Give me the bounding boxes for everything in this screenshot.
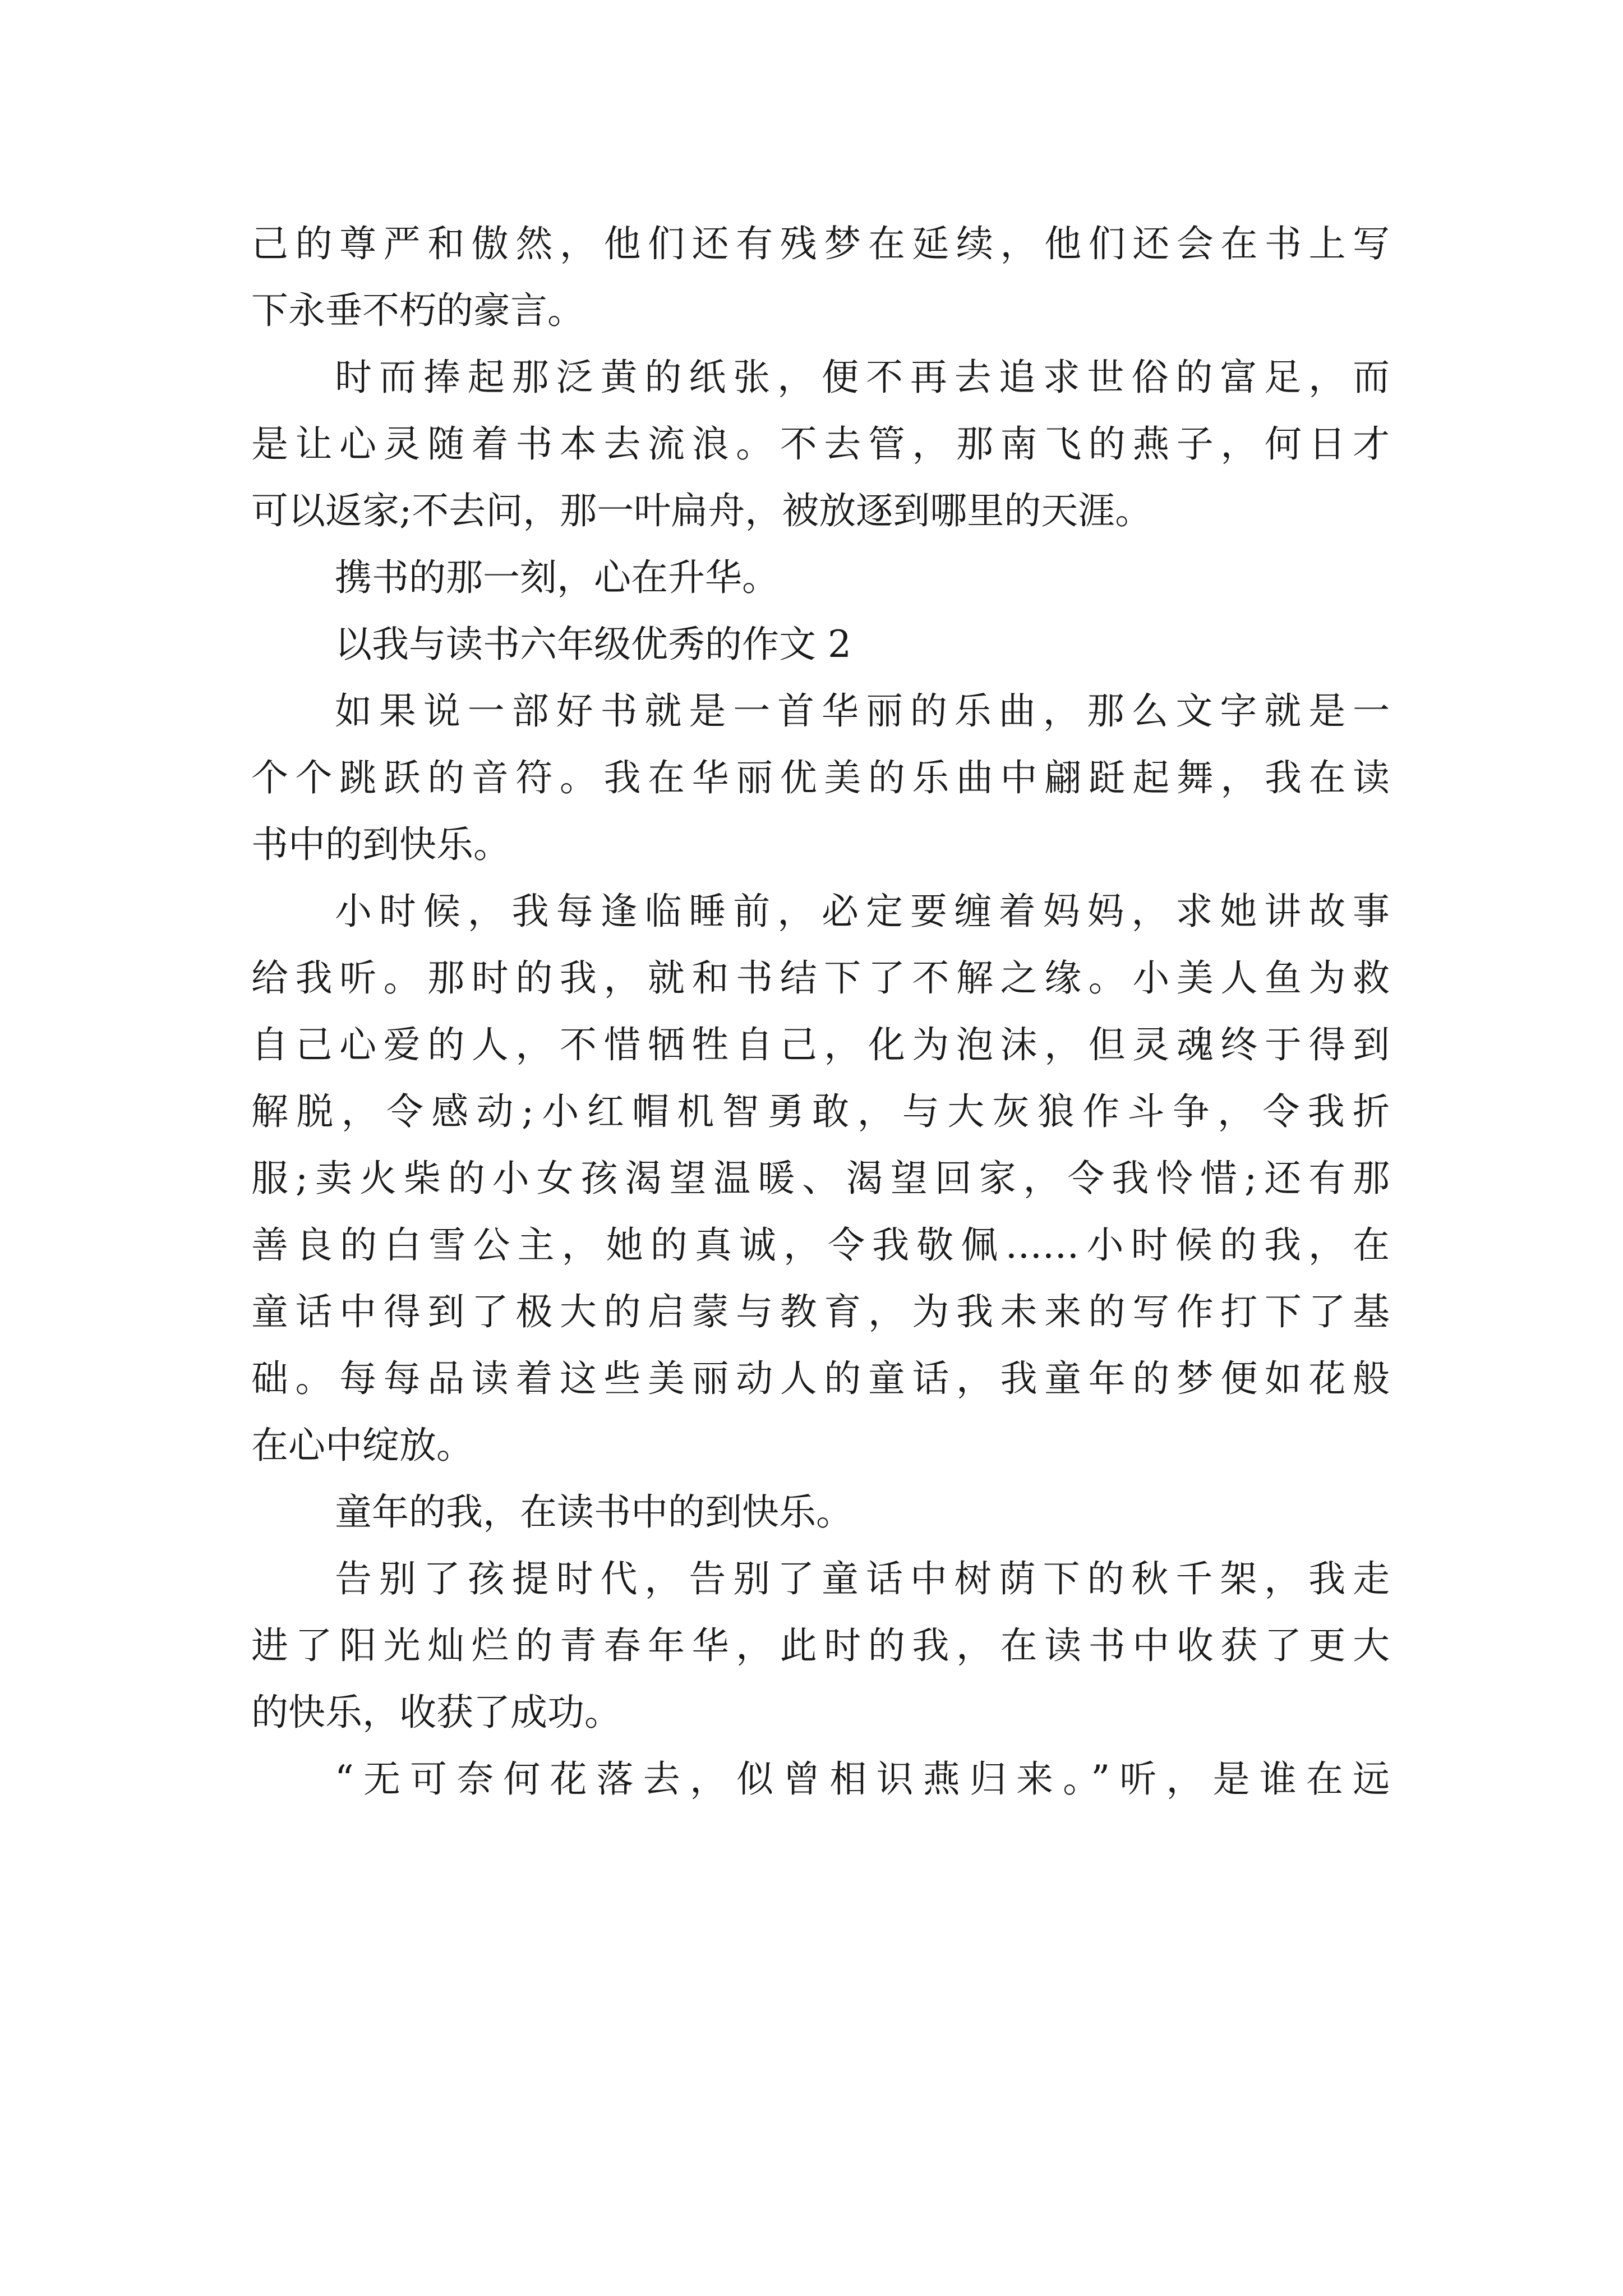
document-page [251,210,1390,1812]
text-line: 的快乐，收获了成功。 [251,1691,621,1734]
text-line: 个个跳跃的音符。我在华丽优美的乐曲中翩跹起舞，我在读 [251,756,1390,799]
paragraph-start-line: 童年的我，在读书中的到快乐。 [335,1490,853,1534]
text-line: 进了阳光灿烂的青春年华，此时的我，在读书中收获了更大 [251,1624,1390,1667]
paragraph-start-line: 小时候，我每逢临睡前，必定要缠着妈妈，求她讲故事 [335,890,1390,933]
text-line: 给我听。那时的我，就和书结下了不解之缘。小美人鱼为救 [251,956,1390,1000]
paragraph-start-line: 如果说一部好书就是一首华丽的乐曲，那么文字就是一 [335,689,1390,733]
text-line: 童话中得到了极大的启蒙与教育，为我未来的写作打下了基 [251,1290,1390,1333]
text-line: 础。每每品读着这些美丽动人的童话，我童年的梦便如花般 [251,1357,1390,1400]
text-line: 下永垂不朽的豪言。 [251,289,584,332]
text-line: 可以返家;不去问，那一叶扁舟，被放逐到哪里的天涯。 [251,489,1152,532]
text-line: 书中的到快乐。 [251,823,510,866]
essay-heading: 以我与读书六年级优秀的作文 2 [335,623,851,666]
paragraph-start-line: 告别了孩提时代，告别了童话中树荫下的秋千架，我走 [335,1557,1390,1600]
paragraph-start-line: “无可奈何花落去，似曾相识燕归来。”听，是谁在远 [335,1757,1390,1801]
text-line: 善良的白雪公主，她的真诚，令我敬佩……小时候的我，在 [251,1223,1390,1267]
text-line: 己的尊严和傲然，他们还有残梦在延续，他们还会在书上写 [251,222,1390,265]
paragraph-start-line: 时而捧起那泛黄的纸张，便不再去追求世俗的富足，而 [335,356,1390,399]
text-line: 服;卖火柴的小女孩渴望温暖、渴望回家，令我怜惜;还有那 [251,1157,1390,1200]
paragraph-start-line: 携书的那一刻，心在升华。 [335,556,779,599]
text-line: 是让心灵随着书本去流浪。不去管，那南飞的燕子，何日才 [251,422,1390,466]
text-line: 在心中绽放。 [251,1424,473,1467]
text-line: 解脱，令感动;小红帽机智勇敢，与大灰狼作斗争，令我折 [251,1090,1390,1133]
text-line: 自己心爱的人，不惜牺牲自己，化为泡沫，但灵魂终于得到 [251,1023,1390,1066]
